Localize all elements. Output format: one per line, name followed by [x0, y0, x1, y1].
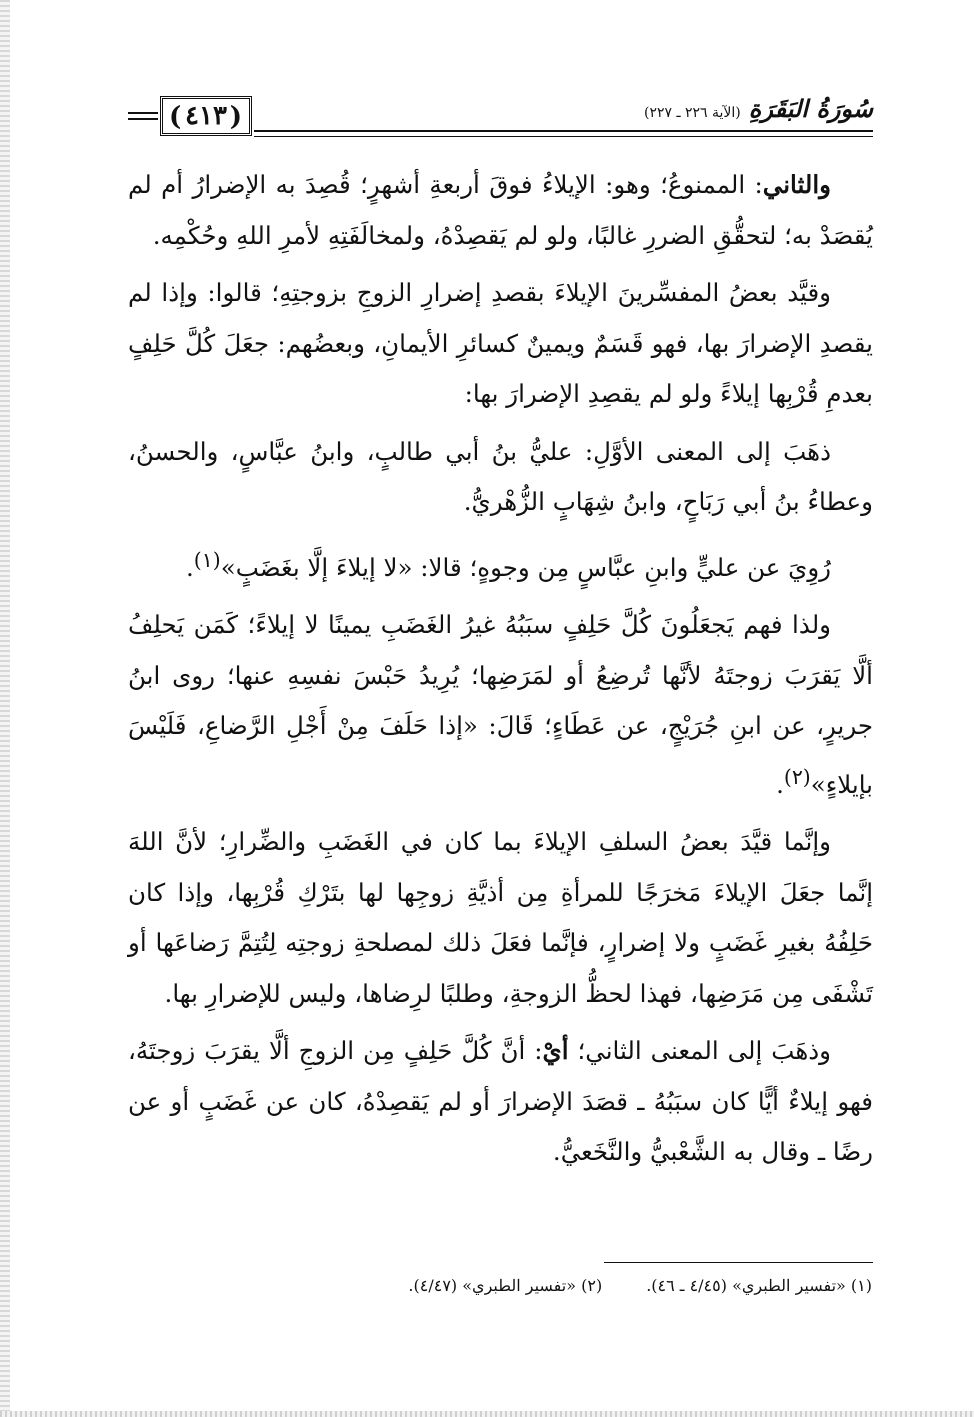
paragraph: [128, 1026, 873, 1178]
paragraph: [128, 600, 873, 810]
header-rule: [254, 136, 873, 137]
header-rule: [128, 112, 158, 114]
paragraph: [128, 160, 873, 261]
page-header: [128, 92, 873, 142]
footnote-ref: (١): [193, 547, 221, 572]
paragraph-text: رُوِيَ عن عليٍّ وابنِ عبَّاسٍ مِن وجوهٍ؛ قالا: «لا إيلاءَ إلَّا بغَضَبٍ»: [220, 552, 831, 582]
paragraph: وقيَّد بعضُ المفسِّرينَ الإيلاءَ بقصدِ إضرارِ الزوجِ بزوجتِهِ؛ قالوا: وإذا لم يقصدِ الإضرارَ بها، فهو قَسَمٌ ويمينٌ كسائرِ الأيمانِ، وبعضُهم: جعَلَ كُلَّ حَلِفٍ بعدمِ قُرْبِها إيلاءً ولو لم يقصِدِ الإضرارَ بها:: [128, 278, 873, 408]
paragraph-text: ولذا فهم يَجعَلُونَ كُلَّ حَلِفٍ سبَبُهُ غيرُ الغَضَبِ يمينًا لا إيلاءً؛ كَمَن يَحلِفُ ألَّا يَقرَبَ زوجتَهُ لأنَّها تُرضِعُ أو لمَرَضِها؛ يُرِيدُ حَبْسَ نفسِهِ عنها؛ روى ابنُ جريرٍ، عن ابنِ جُرَيْجٍ، عن عَطَاءٍ؛ قَالَ: «إذا حَلَفَ مِنْ أَجْلِ الرَّضاعِ، فَلَيْسَ بإيلاءٍ»: [128, 610, 873, 799]
paragraph: [128, 535, 873, 594]
paragraph-text: : أنَّ كُلَّ حَلِفٍ مِن الزوجِ ألَّا يقرَبَ زوجتَهُ، فهو إيلاءٌ أيًّا كان سبَبُهُ ـ قصَدَ الإضرارَ أو لم يَقصِدْهُ، كان عن غَضَبٍ أو عن رضًا ـ وقال به الشَّعْبيُّ والنَّخَعيُّ.: [128, 1036, 873, 1167]
paragraph-text: : الممنوعُ؛ وهو: الإيلاءُ فوقَ أربعةِ أشهرٍ؛ قُصِدَ به الإضرارُ أم لم يُقصَدْ به؛ لتحقُّقِ الضررِ غالبًا، ولو لم يَقصِدْهُ، ولمخالَفَتِهِ لأمرِ اللهِ وحُكْمِه.: [128, 170, 873, 250]
scan-edge-bottom: [0, 1411, 974, 1417]
scan-edge-left: [0, 0, 10, 1417]
footnote: (١) «تفسير الطبري» (٤/٤٥ ـ ٤٦).: [646, 1276, 872, 1295]
footnote-divider: [604, 1262, 873, 1263]
paragraph: ذهَبَ إلى المعنى الأوَّلِ: عليُّ بنُ أبي طالبٍ، وابنُ عبَّاسٍ، والحسنُ، وعطاءُ بنُ أبي رَبَاحٍ، وابنُ شِهَابٍ الزُّهْريُّ.: [128, 436, 873, 516]
footnotes: [408, 1276, 872, 1295]
paragraph: وإنَّما قيَّدَ بعضُ السلفِ الإيلاءَ بما كان في الغَضَبِ والضِّرارِ؛ لأنَّ اللهَ إنَّما جعَلَ الإيلاءَ مَخرَجًا للمرأةِ مِن أذيَّةِ زوجِها لها بتَرْكِ قُرْبِها، وإذا كان حَلِفُهُ بغيرِ غَضَبٍ ولا إضرارٍ، فإنَّما فعَلَ ذلك لمصلحةِ زوجتِه لِتُتِمَّ رَضاعَها أو تَشْفَى مِن مَرَضِها، فهذا لحظُّ الزوجةِ، وطلبًا لرِضاها، وليس للإضرارِ بها.: [128, 827, 873, 1008]
paragraph-end: .: [186, 552, 194, 582]
footnote-ref: (٢): [783, 764, 811, 789]
paragraph-end: .: [776, 769, 784, 799]
paragraph-lead: أيْ: [542, 1036, 569, 1066]
page-number: ( ٤١٣ ): [160, 96, 252, 136]
surah-name: سُورَةُ البَقَرَةِ: [748, 94, 873, 123]
footnote: (٢) «تفسير الطبري» (٤/٤٧).: [408, 1276, 603, 1295]
paragraph-text: وذهَبَ إلى المعنى الثاني؛: [577, 1036, 831, 1066]
header-rule: [254, 130, 873, 132]
paragraph-lead: والثاني: [762, 170, 831, 199]
ayah-range: (الآية ٢٢٦ ـ ٢٢٧): [643, 105, 741, 121]
page-body: [128, 160, 873, 1185]
running-title: [644, 94, 873, 123]
header-rule: [128, 118, 158, 120]
